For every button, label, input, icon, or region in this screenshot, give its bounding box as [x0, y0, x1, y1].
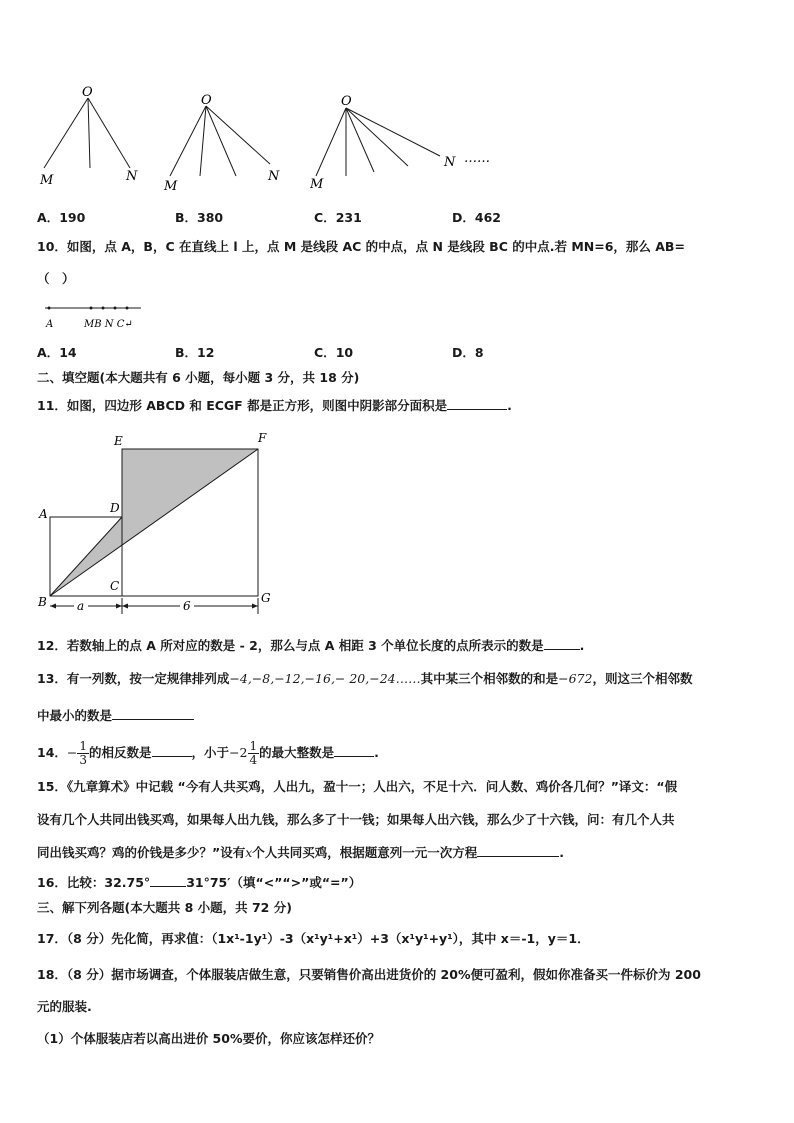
q11-answer-blank[interactable]: [447, 396, 507, 410]
fan1-label-n: N: [126, 169, 138, 184]
q11-label-len-6: 6: [183, 599, 191, 613]
q12-question: 12．若数轴上的点 A 所对应的数是 - 2，那么与点 A 相距 3 个单位长度的点所表示的数是 .: [37, 638, 585, 653]
section-2-heading: 二、填空题(本大题共有 6 小题，每小题 3 分，共 18 分): [37, 370, 360, 385]
q11-label-f: F: [258, 431, 267, 445]
q15-line-2: 设有几个人共同出钱买鸡，如果每人出九钱，那么多了十一钱；如果每人出六钱，那么少了十六钱，问：有几个人共: [37, 812, 675, 827]
fan-figure-1: [44, 98, 130, 168]
q15-line-3: 同出钱买鸡？鸡的价钱是多少？”设有x个人共同买鸡，根据题意列一元一次方程 .: [37, 845, 565, 860]
q14-question: 14．− $\frac{1}{3}$ 的相反数是 ，小于−2 $\frac{1}{4}$ 的最大整数是 .: [37, 739, 379, 767]
q11-label-d: D: [110, 501, 120, 515]
q15-answer-blank[interactable]: [477, 843, 559, 857]
q11-label-a: A: [39, 507, 48, 521]
q14-fraction-1: $\frac{1}{3}$: [79, 739, 88, 767]
q15-line-1: 15．《九章算术》中记载 “今有人共买鸡，人出九，盈十一；人出六，不足十六．问人数、鸡价各几何？”译文：“假: [37, 779, 678, 794]
q10-option-b: B．12: [175, 345, 215, 360]
q18-line-2: 元的服装.: [37, 999, 92, 1014]
section-3-heading: 三、解下列各题(本大题共 8 小题，共 72 分): [37, 900, 292, 915]
fan2-label-n: N: [268, 169, 280, 184]
q18-line-1: 18．（8 分）据市场调查，个体服装店做生意，只要销售价高出进货价的 20%便可盈利，假如你准备买一件标价为 200: [37, 967, 701, 982]
q10-number-line: [37, 300, 157, 332]
fan3-label-n: N: [444, 155, 456, 170]
q12-answer-blank[interactable]: [544, 636, 580, 650]
fan3-label-m: M: [310, 177, 324, 192]
q18-sub-question-1: （1）个体服装店若以高出进价 50%要价，你应该怎样还价？: [37, 1031, 380, 1046]
fan2-label-m: M: [164, 179, 178, 194]
q13-question-line2: 中最小的数是: [37, 706, 194, 725]
q14-answer-blank-1[interactable]: [152, 743, 192, 757]
q14-answer-blank-2[interactable]: [334, 743, 374, 757]
fan3-label-o: O: [341, 94, 352, 109]
q11-label-c: C: [110, 579, 120, 593]
q9-option-d: D．462: [452, 210, 501, 225]
q11-label-g: G: [261, 591, 271, 605]
q17-question: 17．（8 分）先化简，再求值：（1x¹-1y¹）-3（x¹y¹+x¹）+3（x¹y¹+y¹），其中 x＝-1，y＝1．: [37, 931, 590, 946]
q10-label-a: A: [46, 319, 54, 330]
q10-label-mbnc: MB N C↵: [84, 319, 133, 330]
q11-label-b: B: [38, 595, 47, 609]
fan3-label-dots: ……: [464, 151, 490, 166]
q9-option-c: C．231: [314, 210, 362, 225]
fan-figure-2: [170, 106, 270, 176]
q14-fraction-2: $\frac{1}{4}$: [249, 739, 258, 767]
fan-figures: [30, 80, 530, 195]
q11-label-e: E: [114, 434, 123, 448]
q10-paren: （ ）: [37, 271, 75, 286]
q10-option-a: A．14: [37, 345, 77, 360]
q16-answer-blank[interactable]: [150, 873, 186, 887]
q11-squares-figure: [36, 428, 276, 618]
q13-question: 13．有一列数，按一定规律排列成−4,−8,−12,−16,− 20,−24……其中某三个相邻数的和是−672，则这三个相邻数: [37, 671, 693, 686]
q10-option-d: D．8: [452, 345, 484, 360]
fan-figure-3: [316, 108, 440, 176]
fan1-label-o: O: [82, 85, 93, 100]
q16-question: 16．比较：32.75° 31°75′（填“<”“>”或“=”）: [37, 875, 362, 890]
q10-option-c: C．10: [314, 345, 354, 360]
fan2-label-o: O: [201, 93, 212, 108]
q10-question: 10．如图，点 A，B，C 在直线上 l 上，点 M 是线段 AC 的中点，点 N 是线段 BC 的中点.若 MN=6，那么 AB=: [37, 239, 685, 254]
q11-question: 11．如图，四边形 ABCD 和 ECGF 都是正方形，则图中阴影部分面积是 .: [37, 398, 512, 413]
q9-option-b: B．380: [175, 210, 224, 225]
q9-option-a: A．190: [37, 210, 86, 225]
q11-label-len-a: a: [77, 599, 85, 613]
fan1-label-m: M: [40, 173, 54, 188]
q13-answer-blank[interactable]: [112, 706, 194, 720]
